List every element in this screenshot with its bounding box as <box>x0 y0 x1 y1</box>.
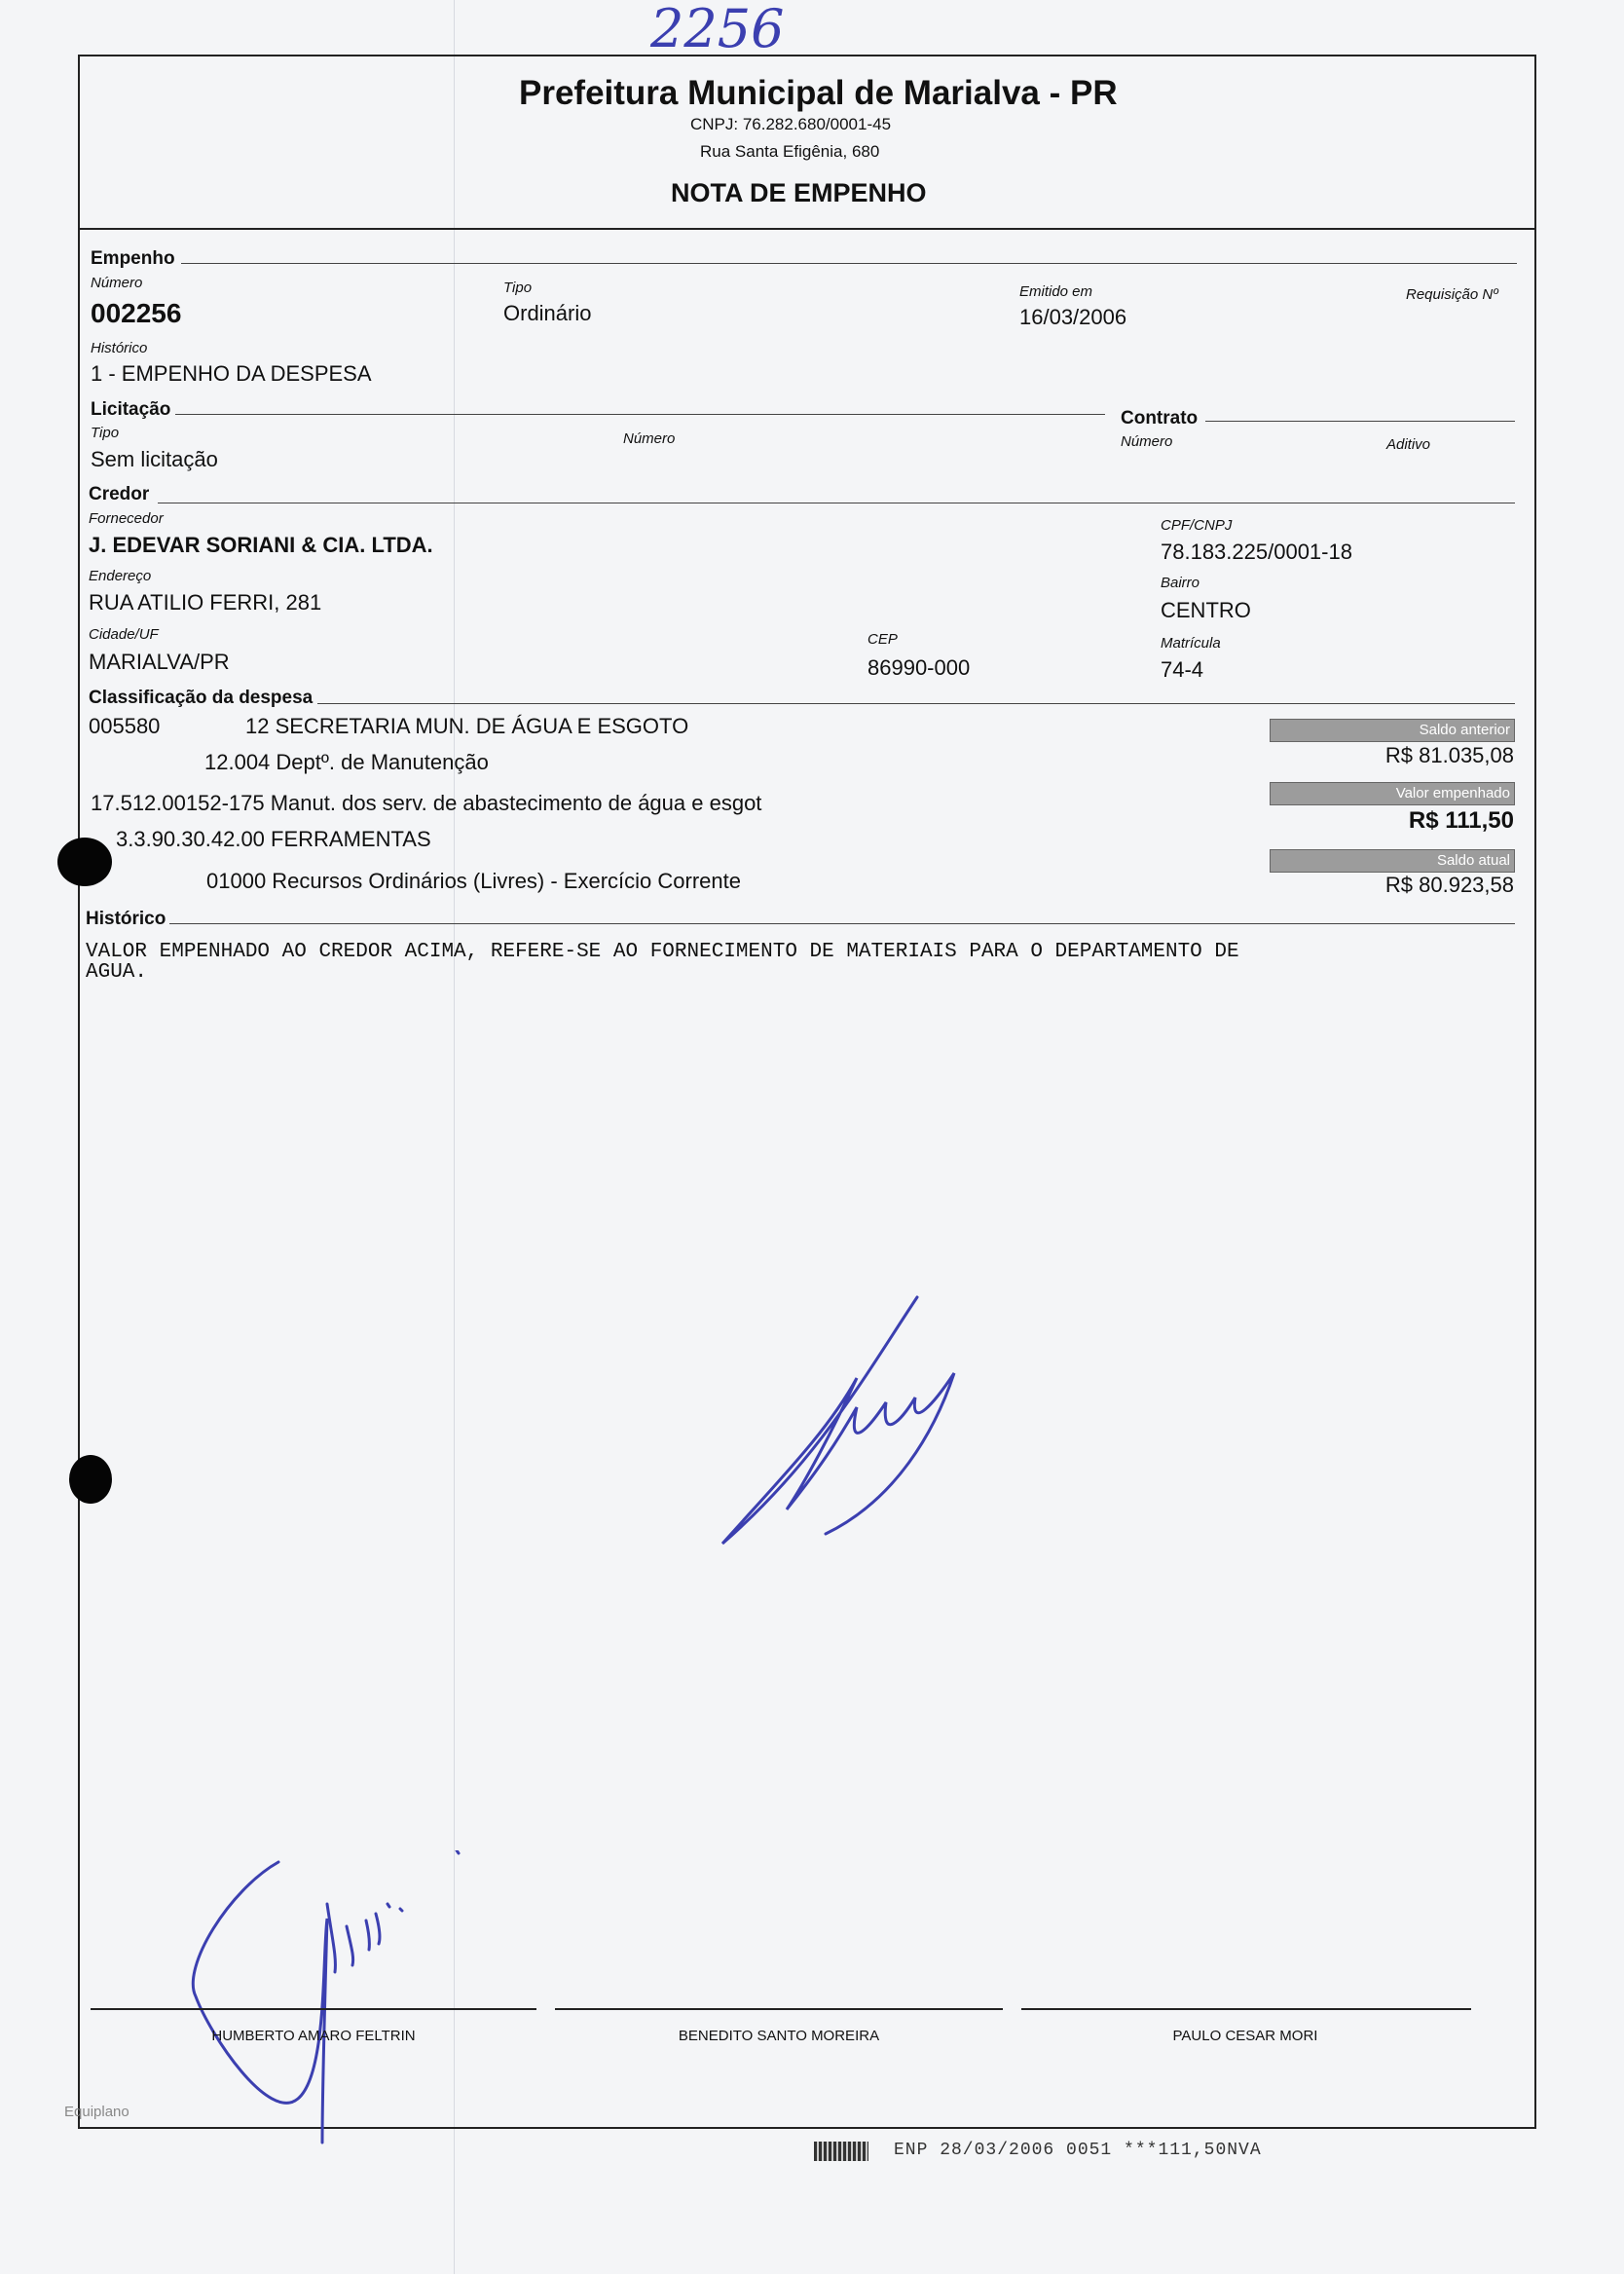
signature-line <box>1021 2008 1471 2010</box>
historico-line-2: AGUA. <box>86 961 148 984</box>
handwritten-number: 2256 <box>650 0 785 59</box>
classificacao-departamento: 12.004 Deptº. de Manutenção <box>204 750 489 774</box>
endereco-label: Endereço <box>89 568 152 584</box>
classificacao-funcional: 17.512.00152-175 Manut. dos serv. de abastecimento de água e esgot <box>91 791 762 815</box>
historico-line-1: VALOR EMPENHADO AO CREDOR ACIMA, REFERE-SE AO FORNECIMENTO DE MATERIAIS PARA O DEPARTAMENTO DE <box>86 941 1239 963</box>
section-rule <box>181 263 1517 264</box>
empenho-numero: 002256 <box>91 298 182 328</box>
endereco-value: RUA ATILIO FERRI, 281 <box>89 590 322 615</box>
cep-label: CEP <box>867 631 898 648</box>
cidade-label: Cidade/UF <box>89 626 159 643</box>
valor-empenhado-label: Valor empenhado <box>1395 785 1510 801</box>
emitido-label: Emitido em <box>1019 283 1093 300</box>
header-cnpj: CNPJ: 76.282.680/0001-45 <box>690 115 892 133</box>
punch-hole <box>57 838 112 886</box>
section-historico: Histórico <box>86 909 166 929</box>
section-classificacao: Classificação da despesa <box>89 688 314 708</box>
saldo-anterior-value: R$ 81.035,08 <box>1384 743 1514 767</box>
empenho-tipo-label: Tipo <box>503 280 533 296</box>
emitido-date: 16/03/2006 <box>1019 305 1127 329</box>
fornecedor-name: J. EDEVAR SORIANI & CIA. LTDA. <box>89 533 433 557</box>
handwritten-signature-center <box>711 1286 1003 1558</box>
licitacao-tipo: Sem licitação <box>91 447 218 471</box>
licitacao-tipo-label: Tipo <box>91 425 120 441</box>
empenho-historico: 1 - EMPENHO DA DESPESA <box>91 361 372 386</box>
signature-line <box>91 2008 536 2010</box>
section-rule <box>317 703 1515 704</box>
empenho-tipo: Ordinário <box>503 301 592 325</box>
cep-value: 86990-000 <box>867 655 971 680</box>
matricula-value: 74-4 <box>1161 657 1204 682</box>
classificacao-code: 005580 <box>89 714 161 738</box>
empenho-historico-label: Histórico <box>91 340 148 356</box>
stamp-logo <box>814 2142 868 2161</box>
section-rule <box>169 923 1515 924</box>
fornecedor-label: Fornecedor <box>89 510 164 527</box>
classificacao-fonte: 01000 Recursos Ordinários (Livres) - Exercício Corrente <box>206 869 741 893</box>
requisicao-label: Requisição Nº <box>1406 286 1498 303</box>
signatory-3: PAULO CESAR MORI <box>1172 2028 1318 2044</box>
header-divider <box>78 228 1534 230</box>
bairro-value: CENTRO <box>1161 598 1251 622</box>
cpf-label: CPF/CNPJ <box>1161 517 1233 534</box>
section-empenho: Empenho <box>91 248 175 269</box>
section-contrato: Contrato <box>1121 408 1199 429</box>
handwritten-signature-left <box>181 1850 473 2152</box>
empenho-numero-label: Número <box>91 275 143 291</box>
saldo-atual-value: R$ 80.923,58 <box>1384 873 1514 897</box>
signatory-2: BENEDITO SANTO MOREIRA <box>678 2028 880 2044</box>
saldo-atual-bar <box>1270 849 1515 873</box>
section-credor: Credor <box>89 484 150 504</box>
cpf-value: 78.183.225/0001-18 <box>1161 540 1352 564</box>
signatory-1: HUMBERTO AMARO FELTRIN <box>211 2028 416 2044</box>
contrato-numero-label: Número <box>1121 433 1173 450</box>
classificacao-elemento: 3.3.90.30.42.00 FERRAMENTAS <box>116 827 431 851</box>
saldo-anterior-label: Saldo anterior <box>1419 722 1510 738</box>
protocol-stamp: ENP 28/03/2006 0051 ***111,50NVA <box>894 2141 1262 2160</box>
contrato-aditivo-label: Aditivo <box>1386 436 1431 453</box>
cidade-value: MARIALVA/PR <box>89 650 230 674</box>
valor-empenhado-value: R$ 111,50 <box>1408 807 1514 834</box>
classificacao-secretaria: 12 SECRETARIA MUN. DE ÁGUA E ESGOTO <box>245 714 689 738</box>
valor-empenhado-bar <box>1270 782 1515 805</box>
section-licitacao: Licitação <box>91 399 171 420</box>
document-title: NOTA DE EMPENHO <box>671 178 927 207</box>
software-label: Equiplano <box>64 2104 129 2120</box>
punch-hole <box>69 1455 112 1504</box>
saldo-atual-label: Saldo atual <box>1436 852 1510 869</box>
licitacao-numero-label: Número <box>623 430 676 447</box>
section-rule <box>1205 421 1515 422</box>
saldo-anterior-bar <box>1270 719 1515 742</box>
signature-line <box>555 2008 1003 2010</box>
section-rule <box>175 414 1105 415</box>
bairro-label: Bairro <box>1161 575 1200 591</box>
page-title: Prefeitura Municipal de Marialva - PR <box>519 74 1118 112</box>
matricula-label: Matrícula <box>1161 635 1221 652</box>
header-address: Rua Santa Efigênia, 680 <box>700 142 880 161</box>
